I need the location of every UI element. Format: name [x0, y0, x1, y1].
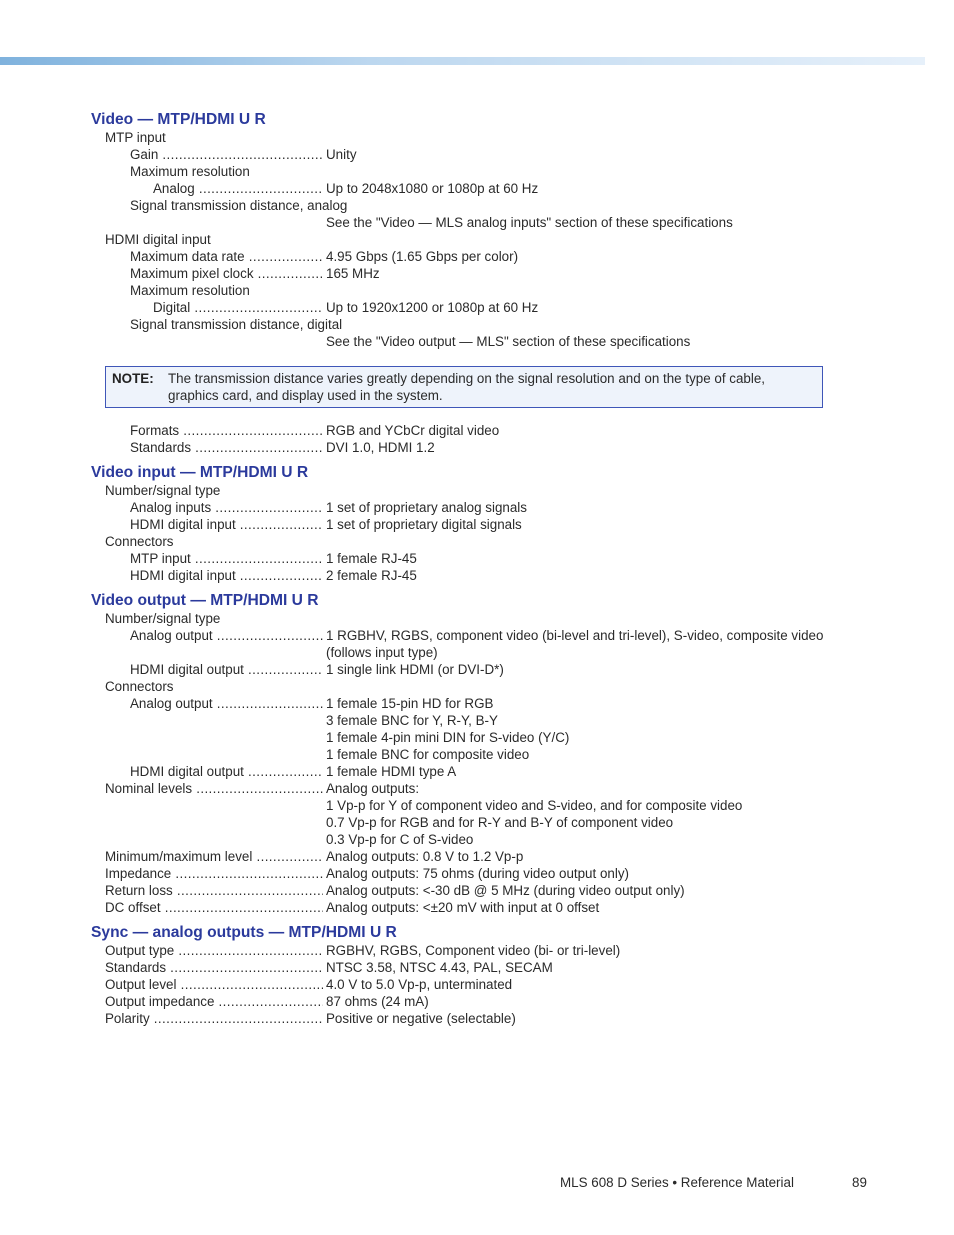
spec-label: Digital ..... [153, 299, 323, 316]
spec-label: Maximum data rate ..... [130, 248, 323, 265]
spec-value: RGBHV, RGBS, Component video (bi- or tri-level) [326, 943, 621, 958]
spec-row [91, 129, 831, 146]
spec-value: See the "Video output — MLS" section of these specifications [326, 334, 691, 349]
spec-label: Minimum/maximum level ..... [105, 848, 323, 865]
spec-row [91, 146, 831, 163]
spec-label: HDMI digital output ..... [130, 661, 323, 678]
spec-row [91, 248, 831, 265]
spec-row [91, 959, 831, 976]
spec-row [91, 499, 831, 516]
spec-value: Analog outputs: 75 ohms (during video output only) [326, 866, 629, 881]
spec-row [91, 299, 831, 316]
spec-section [91, 110, 831, 350]
spec-value: 1 female RJ-45 [326, 551, 417, 566]
spec-label: Output type ..... [105, 942, 323, 959]
spec-row [91, 282, 831, 299]
spec-row [91, 729, 831, 746]
spec-label: Analog output ..... [130, 627, 323, 644]
spec-label: Standards ..... [105, 959, 323, 976]
spec-label: Output level ..... [105, 976, 323, 993]
spec-label: Analog ..... [153, 180, 323, 197]
spec-label: Maximum resolution [130, 164, 250, 179]
spec-row [91, 848, 831, 865]
spec-value: Up to 1920x1200 or 1080p at 60 Hz [326, 300, 539, 315]
spec-row [91, 610, 831, 627]
spec-label: Signal transmission distance, analog [130, 198, 348, 213]
section-heading: Sync — analog outputs — MTP/HDMI U R [91, 924, 397, 941]
spec-row [91, 214, 831, 231]
header-color-bar [0, 57, 925, 65]
spec-label: Connectors [105, 679, 174, 694]
spec-value: 1 set of proprietary analog signals [326, 500, 527, 515]
spec-row [91, 180, 831, 197]
spec-label: Formats ..... [130, 422, 323, 439]
spec-value: Unity [326, 147, 357, 162]
spec-row [91, 197, 831, 214]
spec-value: 2 female RJ-45 [326, 568, 417, 583]
section-heading: Video — MTP/HDMI U R [91, 111, 266, 128]
spec-value: Analog outputs: <±20 mV with input at 0 offset [326, 900, 600, 915]
spec-value: 165 MHz [326, 266, 380, 281]
spec-value: DVI 1.0, HDMI 1.2 [326, 440, 435, 455]
spec-label: HDMI digital input ..... [130, 516, 323, 533]
spec-value: 1 female 15-pin HD for RGB [326, 696, 494, 711]
spec-row [91, 831, 831, 848]
spec-value: Analog outputs: <-30 dB @ 5 MHz (during video output only) [326, 883, 685, 898]
spec-value: 1 female BNC for composite video [326, 747, 530, 762]
spec-value: 1 female HDMI type A [326, 764, 457, 779]
spec-label: Polarity ..... [105, 1010, 323, 1027]
spec-label: Connectors [105, 534, 174, 549]
spec-row [91, 439, 831, 456]
section-heading: Video input — MTP/HDMI U R [91, 464, 309, 481]
section-heading: Video output — MTP/HDMI U R [91, 592, 319, 609]
spec-row [91, 333, 831, 350]
spec-row [91, 265, 831, 282]
spec-value: RGB and YCbCr digital video [326, 423, 500, 438]
spec-value: 3 female BNC for Y, R-Y, B-Y [326, 713, 498, 728]
spec-row [91, 814, 831, 831]
spec-row [91, 661, 831, 678]
spec-label: Number/signal type [105, 611, 221, 626]
spec-label: MTP input [105, 130, 166, 145]
spec-row [91, 882, 831, 899]
spec-row [91, 865, 831, 882]
spec-row [91, 899, 831, 916]
footer-title: MLS 608 D Series • Reference Material [560, 1175, 794, 1190]
spec-value: NTSC 3.58, NTSC 4.43, PAL, SECAM [326, 960, 553, 975]
spec-row [91, 516, 831, 533]
spec-row [91, 712, 831, 729]
spec-label: MTP input ..... [130, 550, 323, 567]
spec-label: Nominal levels ..... [105, 780, 323, 797]
spec-value: 1 set of proprietary digital signals [326, 517, 522, 532]
spec-label: Maximum pixel clock ..... [130, 265, 323, 282]
spec-value: (follows input type) [326, 645, 438, 660]
spec-row [91, 316, 831, 333]
spec-label: Impedance ..... [105, 865, 323, 882]
page-number: 89 [852, 1175, 867, 1190]
spec-label: Output impedance ..... [105, 993, 323, 1010]
spec-row [91, 163, 831, 180]
spec-content [91, 110, 831, 1027]
spec-section [91, 923, 831, 1027]
spec-value: Positive or negative (selectable) [326, 1011, 516, 1026]
spec-value: Analog outputs: 0.8 V to 1.2 Vp-p [326, 849, 524, 864]
spec-row [91, 482, 831, 499]
spec-row [91, 678, 831, 695]
spec-label: DC offset ..... [105, 899, 323, 916]
spec-row [91, 763, 831, 780]
spec-label: HDMI digital input ..... [130, 567, 323, 584]
spec-value: 1 single link HDMI (or DVI-D*) [326, 662, 504, 677]
spec-value: 4.95 Gbps (1.65 Gbps per color) [326, 249, 519, 264]
note-box [105, 366, 823, 408]
spec-label: Number/signal type [105, 483, 221, 498]
spec-value: 0.3 Vp-p for C of S-video [326, 832, 474, 847]
spec-label: HDMI digital input [105, 232, 211, 247]
spec-row [91, 976, 831, 993]
spec-row [91, 231, 831, 248]
spec-row [91, 695, 831, 712]
spec-value: 1 female 4-pin mini DIN for S-video (Y/C) [326, 730, 570, 745]
spec-row [91, 993, 831, 1010]
spec-value: Analog outputs: [326, 781, 420, 796]
spec-row [91, 550, 831, 567]
spec-label: Return loss ..... [105, 882, 323, 899]
spec-value: 87 ohms (24 mA) [326, 994, 429, 1009]
spec-row [91, 533, 831, 550]
spec-row [91, 1010, 831, 1027]
spec-label: Analog inputs ..... [130, 499, 323, 516]
spec-row [91, 780, 831, 797]
spec-section [91, 591, 831, 916]
spec-label: Maximum resolution [130, 283, 250, 298]
spec-row [91, 644, 831, 661]
spec-label: Signal transmission distance, digital [130, 317, 343, 332]
spec-label: Standards ..... [130, 439, 323, 456]
spec-value: Up to 2048x1080 or 1080p at 60 Hz [326, 181, 539, 196]
spec-value: 1 Vp-p for Y of component video and S-video, and for composite video [326, 798, 743, 813]
spec-value: See the "Video — MLS analog inputs" section of these specifications [326, 215, 733, 230]
spec-label: Gain ..... [130, 146, 323, 163]
spec-value: 1 RGBHV, RGBS, component video (bi-level and tri-level), S-video, composite video [326, 628, 824, 643]
spec-row [91, 746, 831, 763]
spec-row [91, 627, 831, 644]
note-text: The transmission distance varies greatly depending on the signal resolution and on the type of cable, graphics card, and display used in the system. [168, 371, 765, 403]
page-footer [560, 1175, 867, 1190]
spec-row [91, 797, 831, 814]
spec-row [91, 422, 831, 439]
spec-label: Analog output ..... [130, 695, 323, 712]
spec-label: HDMI digital output ..... [130, 763, 323, 780]
spec-row [91, 942, 831, 959]
spec-section [91, 366, 831, 456]
spec-section [91, 463, 831, 584]
note-label: NOTE: [112, 371, 154, 386]
spec-row [91, 567, 831, 584]
spec-value: 0.7 Vp-p for RGB and for R-Y and B-Y of component video [326, 815, 674, 830]
spec-value: 4.0 V to 5.0 Vp-p, unterminated [326, 977, 513, 992]
